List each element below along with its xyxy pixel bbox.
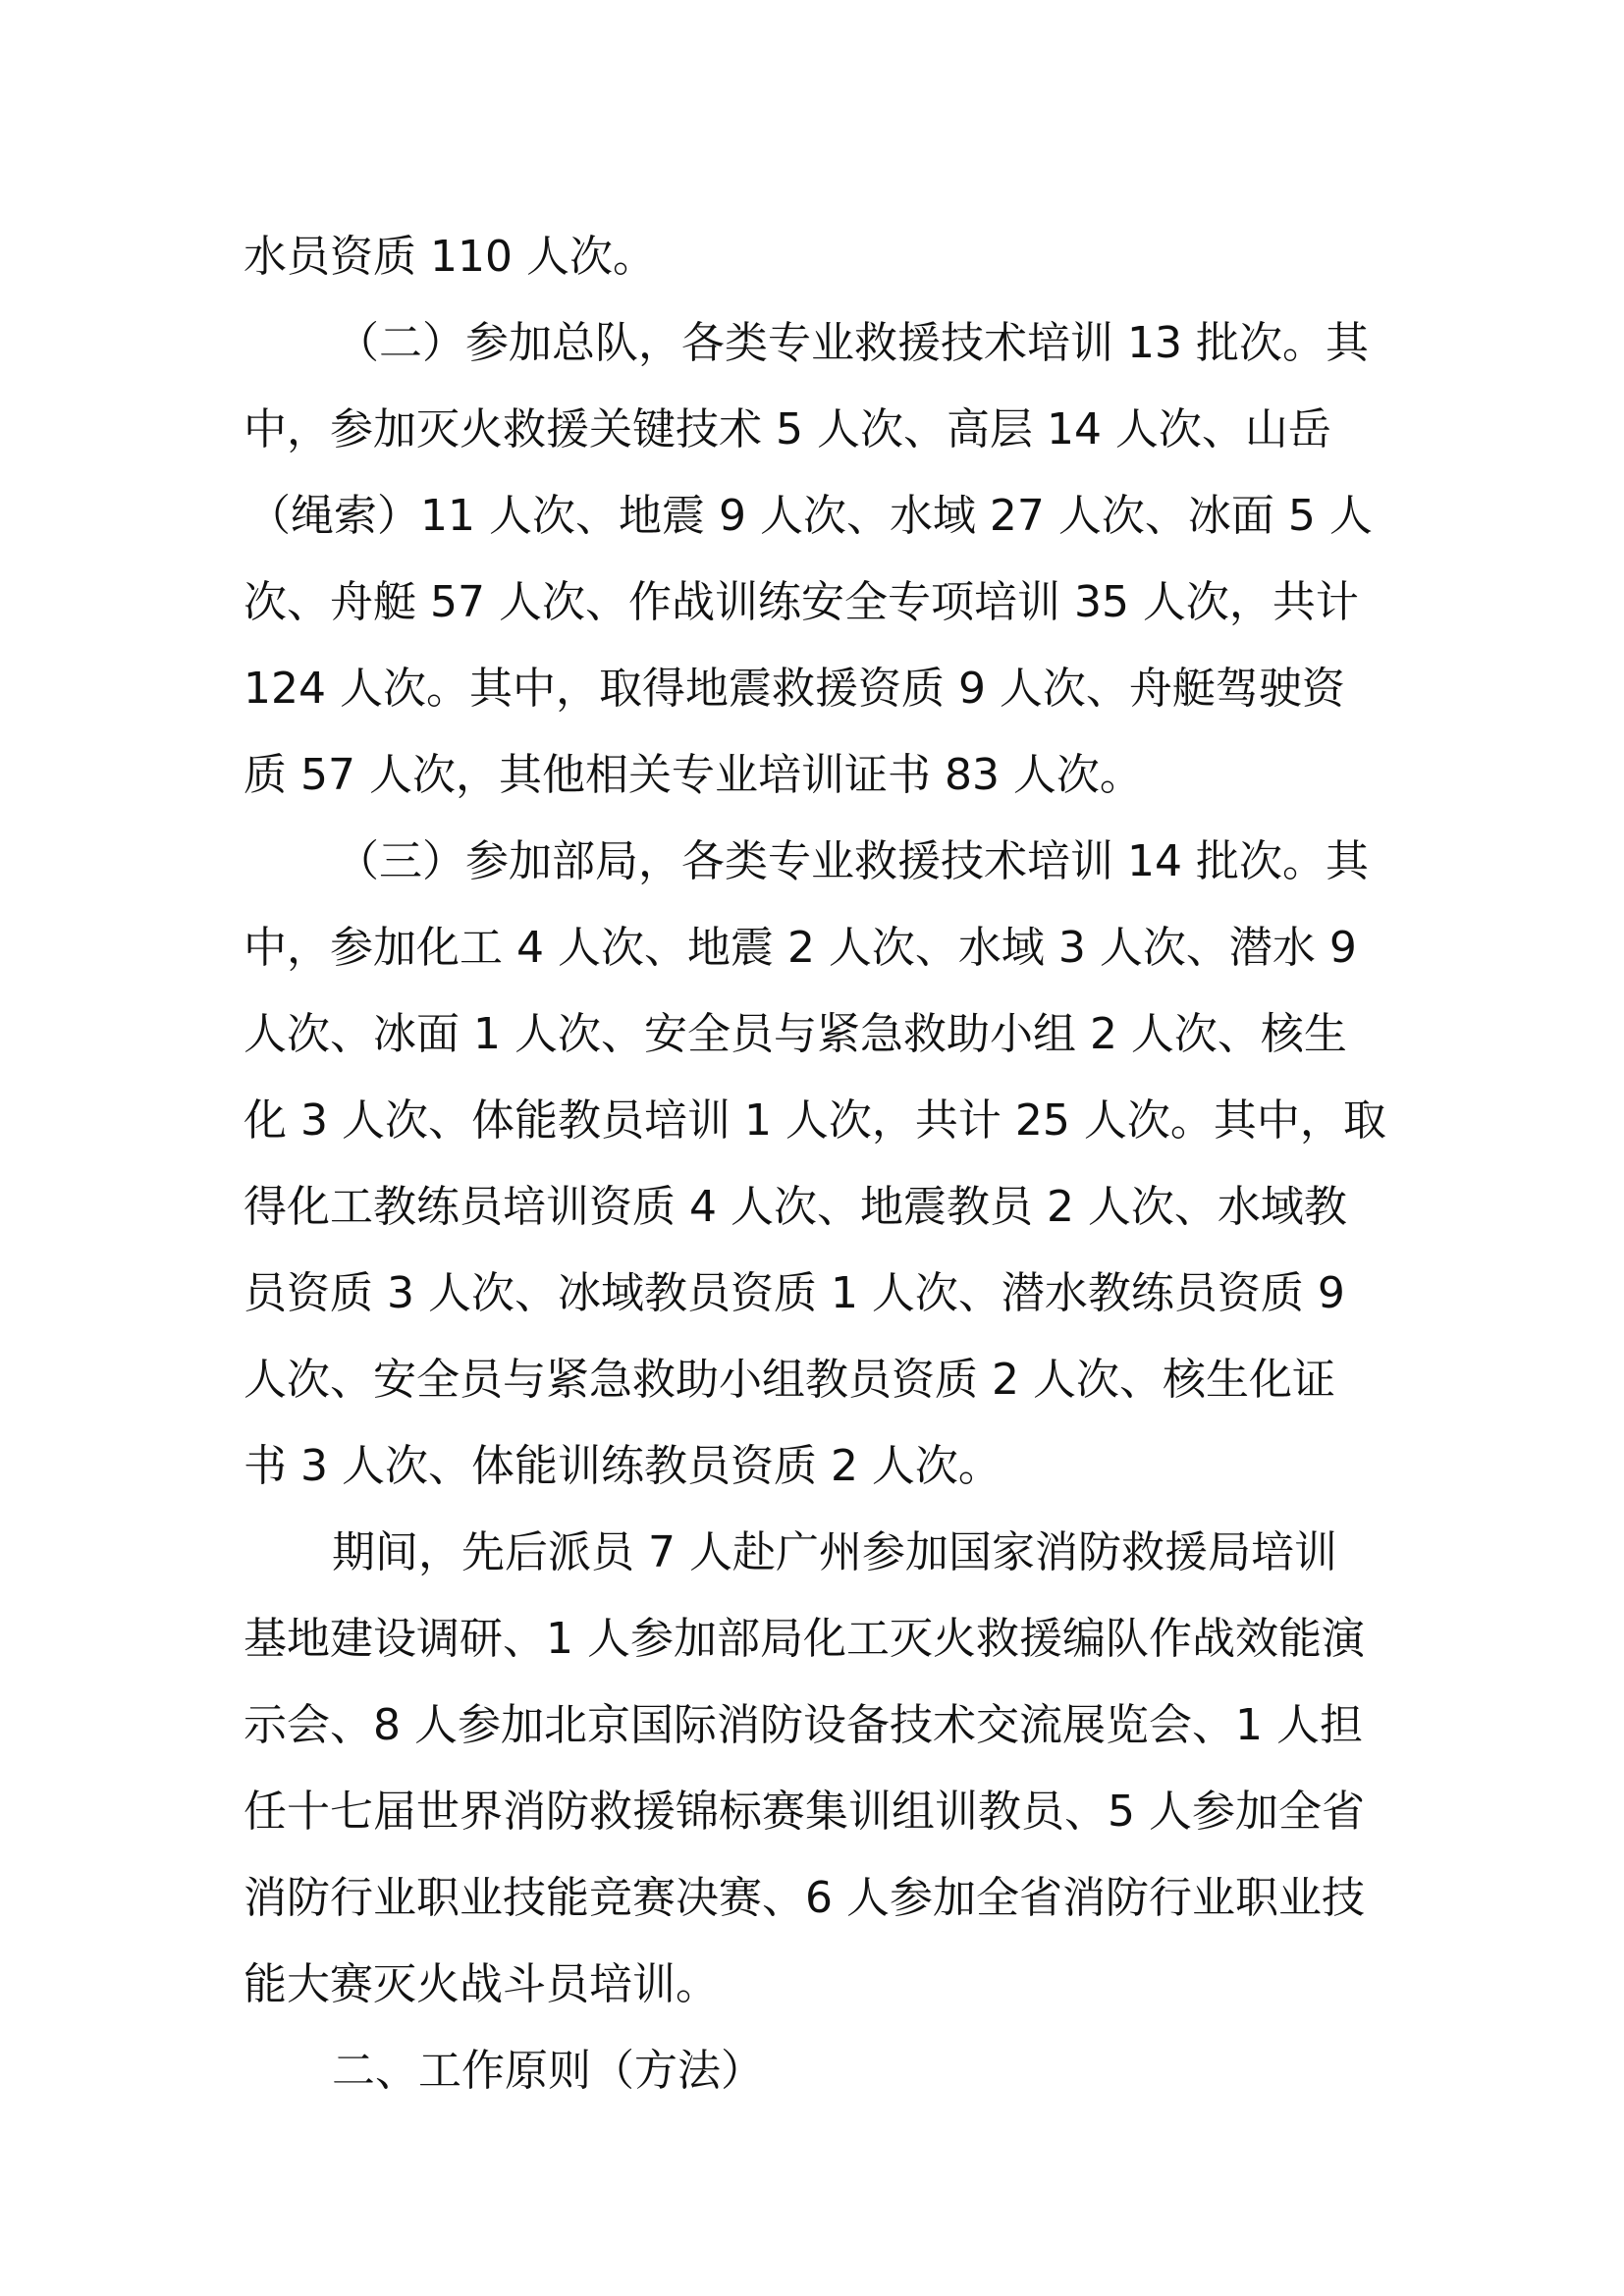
text-line: 人次、冰面 1 人次、安全员与紧急救助小组 2 人次、核生 bbox=[244, 1009, 1347, 1059]
text-line: 能大赛灭火战斗员培训。 bbox=[244, 1959, 719, 2009]
text-line: 得化工教练员培训资质 4 人次、地震教员 2 人次、水域教 bbox=[244, 1182, 1347, 1232]
text-line: 水员资质 110 人次。 bbox=[244, 232, 656, 282]
text-line: 消防行业职业技能竞赛决赛、6 人参加全省消防行业职业技 bbox=[244, 1873, 1365, 1923]
text-line: 人次、安全员与紧急救助小组教员资质 2 人次、核生化证 bbox=[244, 1355, 1335, 1405]
text-line: （二）参加总队，各类专业救援技术培训 13 批次。其 bbox=[336, 318, 1369, 368]
text-line: 化 3 人次、体能教员培训 1 人次，共计 25 人次。其中，取 bbox=[244, 1095, 1386, 1146]
text-line: 基地建设调研、1 人参加部局化工灭火救援编队作战效能演 bbox=[244, 1614, 1365, 1664]
text-line: 任十七届世界消防救援锦标赛集训组训教员、5 人参加全省 bbox=[244, 1787, 1365, 1837]
text-line: 期间，先后派员 7 人赴广州参加国家消防救援局培训 bbox=[332, 1527, 1337, 1577]
section-heading: 二、工作原则（方法） bbox=[332, 2046, 764, 2096]
text-line: 员资质 3 人次、冰域教员资质 1 人次、潜水教练员资质 9 bbox=[244, 1268, 1345, 1318]
text-line: 中，参加灭火救援关键技术 5 人次、高层 14 人次、山岳 bbox=[244, 404, 1331, 454]
text-line: 质 57 人次，其他相关专业培训证书 83 人次。 bbox=[244, 750, 1143, 800]
text-line: （绳索）11 人次、地震 9 人次、水域 27 人次、冰面 5 人 bbox=[247, 491, 1373, 541]
text-line: 次、舟艇 57 人次、作战训练安全专项培训 35 人次，共计 bbox=[244, 577, 1359, 627]
text-line: 中，参加化工 4 人次、地震 2 人次、水域 3 人次、潜水 9 bbox=[244, 923, 1357, 973]
text-line: 124 人次。其中，取得地震救援资质 9 人次、舟艇驾驶资 bbox=[244, 664, 1345, 714]
text-line: 书 3 人次、体能训练教员资质 2 人次。 bbox=[244, 1441, 1001, 1491]
text-line: （三）参加部局，各类专业救援技术培训 14 批次。其 bbox=[336, 836, 1369, 886]
text-line: 示会、8 人参加北京国际消防设备技术交流展览会、1 人担 bbox=[244, 1700, 1363, 1750]
